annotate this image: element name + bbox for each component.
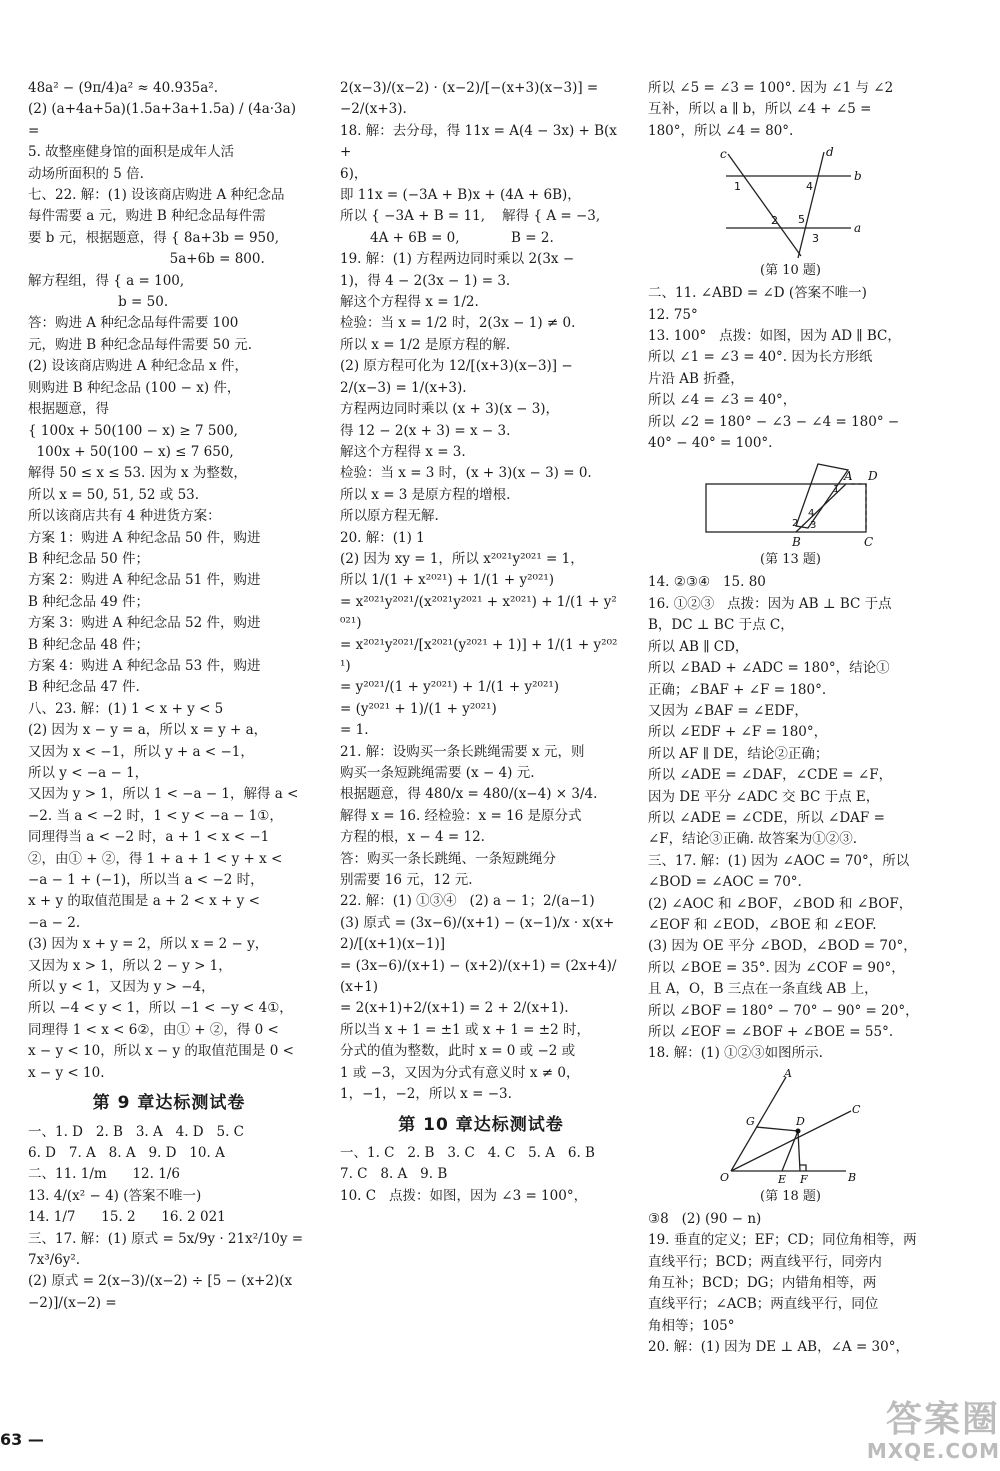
answer-line: 要 b 元，根据题意，得 { 8a+3b = 950, [28,229,280,246]
figure-10 [648,146,933,281]
answer-line: 答：购买一条长跳绳、一条短跳绳分 [340,850,556,867]
answer-line: 方案 1：购进 A 种纪念品 50 件，购进 [28,529,261,546]
answer-line: 直线平行；BCD；两直线平行，同旁内 [648,1253,882,1270]
answer-line: 100x + 50(100 − x) ≤ 7 650, [28,443,234,460]
answer-line: 19. 垂直的定义；EF；CD；同位角相等，两 [648,1232,917,1249]
answer-line: 元，购进 B 种纪念品每件需要 50 元. [28,336,253,353]
fig10-angle: 2 [770,214,778,228]
answer-line: 20. 解：(1) 因为 DE ⊥ AB，∠A = 30°， [648,1339,909,1356]
fig10-label: d [825,146,834,160]
answer-line: (2) ∠AOC 和 ∠BOF，∠BOD 和 ∠BOF， [648,895,913,912]
right-answer-lines-d [648,1209,933,1359]
answer-line: { 100x + 50(100 − x) ≥ 7 500, [28,422,238,439]
chapter9-answer-lines [28,1122,310,1315]
fig10-angle: 4 [805,180,813,194]
answer-line: 所以当 x + 1 = ±1 或 x + 1 = ±2 时， [340,1021,590,1038]
answer-line: ②，由① + ②，得 1 + a + 1 < y + x < [28,850,283,867]
answer-line: 180°，所以 ∠4 = 80°. [648,122,794,139]
fig18-label: C [851,1102,860,1116]
answer-line: x − y < 10，所以 x − y 的取值范围是 0 < [28,1043,294,1060]
answer-line: 又因为 ∠BAF = ∠EDF， [648,702,808,719]
answer-line: 片沿 AB 折叠， [648,370,744,387]
fig18-label: A [783,1068,792,1080]
paper-rect [706,484,866,532]
answer-line: = 1. [340,722,369,739]
answer-line: 所以原方程无解. [340,508,439,525]
answer-line: B 种纪念品 48 件； [28,636,149,653]
answer-line: (2) 原方程可化为 12/[(x+3)(x−3)] − [340,358,573,375]
answer-line: 则购进 B 种纪念品 (100 − x) 件， [28,379,241,396]
answer-line: 所以 ∠5 = ∠3 = 100°. 因为 ∠1 与 ∠2 [648,80,894,96]
answer-line: B 种纪念品 47 件. [28,679,140,696]
answer-line: 1 或 −3，又因为分式有意义时 x ≠ 0， [340,1064,580,1081]
answer-line: 又因为 y > 1，所以 1 < −a − 1，解得 a < [28,786,299,803]
answer-line: = x²⁰²¹y²⁰²¹/[x²⁰²¹(y²⁰²¹ + 1)] + 1/(1 + y²⁰²¹) [340,636,618,674]
answer-line: 48a² − (9π/4)a² ≈ 40.935a². [28,80,219,96]
answer-line: 又因为 x > 1，所以 2 − y > 1， [28,957,232,974]
answer-line: 19. 解：(1) 方程两边同时乘以 2(3x − [340,251,575,268]
answer-line: 解方程组，得 { a = 100, [28,272,185,289]
fig18-label: G [745,1114,755,1128]
answer-line: 解得 50 ≤ x ≤ 53. 因为 x 为整数， [28,465,247,482]
answer-line: 三、17. 解：(1) 原式 = 5x/9y · 21x²/10y = 7x³/6y². [28,1230,308,1268]
line-c [728,154,801,256]
answer-line: 同理得 1 < x < 6②，由① + ②，得 0 < [28,1021,279,1038]
chapter10-title: 第 10 章达标测试卷 [398,1114,564,1135]
answer-line: 即 11x = (−3A + B)x + (4A + 6B)， [340,187,581,204]
fig18-label: F [799,1172,808,1186]
folded-flap [796,464,848,528]
answer-line: 八、23. 解：(1) 1 < x + y < 5 [28,700,224,717]
fig18-label: D [795,1114,805,1128]
answer-line: 根据题意，得 [28,401,109,418]
answer-line: 方程两边同时乘以 (x + 3)(x − 3)， [340,401,560,418]
answer-line: 因为 DE 平分 ∠ADC 交 BC 于点 E， [648,788,880,805]
fig18-label: E [777,1172,786,1186]
answer-line: −a − 1 + (−1)，所以当 a < −2 时， [28,872,264,889]
answer-line: 6. D 7. A 8. A 9. D 10. A [28,1144,225,1161]
answer-line: 正确；∠BAF + ∠F = 180°. [648,681,827,698]
answer-line: 13. 4/(x² − 4) (答案不唯一) [28,1187,202,1204]
answer-line: = 2(x+1)+2/(x+1) = 2 + 2/(x+1). [340,1000,569,1017]
answer-line: 别需要 16 元，12 元. [340,872,473,889]
answer-line: 一、1. C 2. B 3. C 4. C 5. A 6. B [340,1144,595,1161]
figure-10-caption: (第 10 题) [760,263,821,279]
answer-line: 所以 { −3A + B = 11, 解得 { A = −3, [340,208,601,225]
answer-line: ∠BOD = ∠AOC = 70°. [648,874,802,891]
answer-line: (2) (a+4a+5a)(1.5a+3a+1.5a) / (4a·3a) = [28,101,301,139]
right-answer-lines-b [648,283,933,454]
answer-line: 且 A，O，B 三点在一条直线 AB 上， [648,981,878,998]
answer-line: 七、22. 解：(1) 设该商店购进 A 种纪念品 [28,187,285,204]
answer-line: 每件需要 a 元，购进 B 种纪念品每件需 [28,208,266,225]
answer-line: 直线平行；∠ACB；两直线平行，同位 [648,1296,879,1313]
answer-line: 方案 2：购进 A 种纪念品 51 件，购进 [28,572,261,589]
answer-line: 所以 AB ∥ CD， [648,638,749,655]
figure-18-diagram [716,1069,866,1187]
answer-line: 16. ①②③ 点拨：因为 AB ⊥ BC 于点 [648,595,892,612]
answer-line: 所以 ∠BOF = 180° − 70° − 90° = 20°， [648,1002,919,1019]
answer-line: 方程的根，x − 4 = 12. [340,829,485,846]
segment-DG [756,1127,798,1131]
answer-line: 同理得当 a < −2 时，a + 1 < x < −1 [28,829,270,846]
fig13-angle: 1 [832,484,839,496]
answer-line: 所以 ∠ADE = ∠DAF，∠CDE = ∠F， [648,767,893,784]
fig13-angle: 2 [791,518,798,530]
answer-line: 一、1. D 2. B 3. A 4. D 5. C [28,1123,244,1140]
answer-line: = (3x−6)/(x+1) − (x+2)/(x+1) = (2x+4)/(x+1) [340,957,617,996]
answer-line: ∠EOF 和 ∠EOD，∠BOE 和 ∠EOF. [648,916,877,933]
middle-column [340,78,622,1207]
segment-DE [782,1131,798,1171]
answer-line: 解得 x = 16. 经检验：x = 16 是原分式 [340,807,582,824]
answer-line: 7. C 8. A 9. B [340,1166,448,1183]
watermark-text: 答案圈 [885,1399,1000,1440]
answer-line: x + y 的取值范围是 a + 2 < x + y < [28,893,260,910]
chapter10-answer-lines [340,1143,622,1207]
left-answer-lines [28,78,310,1084]
left-column [28,78,310,1314]
answer-line: = x²⁰²¹y²⁰²¹/(x²⁰²¹y²⁰²¹ + x²⁰²¹) + 1/(1 + y²⁰²¹) [340,593,617,632]
answer-line: 所以 ∠2 = 180° − ∠3 − ∠4 = 180° − [648,413,900,430]
figure-10-diagram [716,146,866,261]
answer-line: (2) 设该商店购进 A 种纪念品 x 件， [28,358,248,375]
fig13-label: D [867,469,878,484]
answer-line: 得 12 − 2(x + 3) = x − 3. [340,422,511,439]
answer-line: 所以该商店共有 4 种进货方案： [28,508,221,525]
answer-line: B，DC ⊥ BC 于点 C， [648,617,794,634]
answer-line: 1)，得 4 − 2(3x − 1) = 3. [340,272,511,289]
answer-line: B 种纪念品 49 件； [28,593,149,610]
answer-line: (3) 因为 OE 平分 ∠BOD，∠BOD = 70°， [648,938,917,955]
answer-line: 解这个方程得 x = 3. [340,443,466,460]
answer-line: 购买一条短跳绳需要 (x − 4) 元. [340,765,535,781]
figure-13-caption: (第 13 题) [760,552,821,568]
answer-line: 二、11. 1/m 12. 1/6 [28,1166,180,1183]
answer-line: 答：购进 A 种纪念品每件需要 100 [28,315,239,332]
answer-line: 三、17. 解：(1) 因为 ∠AOC = 70°，所以 [648,852,910,869]
answer-line: ③8 (2) (90 − n) [648,1210,762,1227]
answer-line: 分式的值为整数，此时 x = 0 或 −2 或 [340,1043,576,1060]
figure-18-caption: (第 18 题) [760,1188,821,1204]
right-answer-lines-a [648,78,933,142]
fig13-angle: 4 [807,508,814,520]
fig10-angle: 5 [797,213,805,227]
answer-line: 1，−1，−2，所以 x = −3. [340,1086,512,1103]
dashed-edge [851,484,866,532]
answer-line: 20. 解：(1) 1 [340,529,425,546]
fig13-label: A [843,469,853,484]
answer-line: 所以 ∠BOE = 35°. 因为 ∠COF = 90°， [648,959,905,976]
right-angle-F [800,1165,806,1171]
figure-13-diagram [696,458,886,550]
answer-line: 所以 y < 1，又因为 y > −4， [28,979,215,996]
answer-line: 2(x−3)/(x−2) · (x−2)/[−(x+3)(x−3)] = −2/(x+3). [340,80,603,118]
fig10-angle: 1 [733,180,741,194]
answer-line: (3) 原式 = (3x−6)/(x+1) − (x−1)/x · x(x+2)/[(x+1)(x−1)] [340,914,615,953]
fig10-angle: 3 [811,232,819,246]
watermark [790,1400,1000,1462]
answer-line: (3) 因为 x + y = 2，所以 x = 2 − y， [28,936,269,953]
answer-line: 14. ②③④ 15. 80 [648,574,766,591]
answer-line: 解这个方程得 x = 1/2. [340,294,479,311]
answer-line: b = 50. [28,294,169,311]
answer-line: 5a+6b = 800. [28,251,265,268]
answer-line: x − y < 10. [28,1064,105,1081]
answer-line: 又因为 x < −1，所以 y + a < −1， [28,743,254,760]
fig18-label: B [847,1170,856,1184]
answer-line: 10. C 点拨：如图，因为 ∠3 = 100°， [340,1187,588,1204]
answer-line: 所以 ∠EOF = ∠BOF + ∠BOE = 55°. [648,1024,894,1040]
answer-line: 2/(x−3) = 1/(x+3). [340,379,467,396]
answer-line: 所以 ∠ADE = ∠CDE，所以 ∠DAF = [648,809,885,826]
figure-18 [648,1069,933,1207]
answer-line: 21. 解：设购买一条长跳绳需要 x 元，则 [340,743,585,760]
answer-line: −a − 2. [28,914,81,931]
answer-line: 所以 x = 1/2 是原方程的解. [340,336,511,353]
page-number: 63 — [0,1430,44,1449]
fig13-label: B [791,535,801,550]
answer-line: 所以 ∠1 = ∠3 = 40°. 因为长方形纸 [648,349,873,366]
answer-line: 所以 ∠4 = ∠3 = 40°， [648,392,797,409]
answer-line: 角互补；BCD；DG；内错角相等，两 [648,1275,877,1292]
figure-13 [648,458,933,570]
fig18-label: O [719,1170,729,1184]
answer-line: 12. 75° [648,306,698,323]
right-column [648,78,933,1359]
answer-line: 所以 ∠EDF + ∠F = 180°， [648,724,828,741]
answer-line: 方案 4：购进 A 种纪念品 53 件，购进 [28,657,261,674]
answer-line: 所以 x = 50, 51, 52 或 53. [28,486,200,503]
answer-line: = y²⁰²¹/(1 + y²⁰²¹) + 1/(1 + y²⁰²¹) [340,679,560,696]
fig10-label: c [719,147,727,162]
answer-line: 4A + 6B = 0, B = 2. [340,229,554,246]
fig13-angle: 3 [809,520,816,532]
answer-line: 所以 y < −a − 1， [28,765,149,781]
answer-line: (2) 因为 xy = 1，所以 x²⁰²¹y²⁰²¹ = 1， [340,550,584,567]
answer-line: 检验：当 x = 1/2 时，2(3x − 1) ≠ 0. [340,315,576,332]
fig13-label: C [863,535,873,550]
answer-line: B 种纪念品 50 件； [28,550,149,567]
answer-line: 根据题意，得 480/x = 480/(x−4) × 3/4. [340,786,598,803]
answer-line: 5. 故整座健身馆的面积是成年人活 [28,144,235,161]
middle-answer-lines [340,78,622,1106]
answer-line: 二、11. ∠ABD = ∠D (答案不唯一) [648,285,867,302]
answer-line: 13. 100° 点拨：如图，因为 AD ∥ BC， [648,328,901,345]
answer-line: 角相等；105° [648,1317,735,1334]
fig10-label: b [853,169,862,184]
point-D [795,1128,800,1133]
answer-line: 所以 ∠BAD + ∠ADC = 180°，结论① [648,660,890,677]
answer-line: ∠F，结论③正确. 故答案为①②③. [648,831,858,848]
answer-line: 互补，所以 a ∥ b，所以 ∠4 + ∠5 = [648,101,872,118]
answer-line: 6)， [340,165,368,182]
answer-line: 14. 1/7 15. 2 16. 2 021 [28,1209,226,1226]
answer-line: 40° − 40° = 100°. [648,435,773,452]
right-answer-lines-c [648,572,933,1064]
answer-line: 所以 −4 < y < 1，所以 −1 < −y < 4①， [28,1000,293,1017]
answer-line: (2) 因为 x − y = a，所以 x = y + a， [28,722,268,739]
answer-line: 所以 x = 3 是原方程的增根. [340,486,511,503]
chapter9-title: 第 9 章达标测试卷 [92,1093,246,1114]
answer-line: = (y²⁰²¹ + 1)/(1 + y²⁰²¹) [340,700,497,717]
answer-line: 动场所面积的 5 倍. [28,165,144,182]
answer-line: (2) 原式 = 2(x−3)/(x−2) ÷ [5 − (x+2)(x−2)]/(x−2) = [28,1273,293,1311]
watermark-url: MXQE.COM [866,1439,1000,1463]
answer-line: 方案 3：购进 A 种纪念品 52 件，购进 [28,615,261,632]
answer-line: 18. 解：(1) ①②③如图所示. [648,1045,823,1062]
fig10-label: a [853,221,861,236]
answer-line: 22. 解：(1) ①③④ (2) a − 1；2/(a−1) [340,893,595,910]
answer-line: 检验：当 x = 3 时，(x + 3)(x − 3) = 0. [340,465,592,482]
answer-line: 所以 1/(1 + x²⁰²¹) + 1/(1 + y²⁰²¹) [340,572,555,589]
answer-line: 18. 解：去分母，得 11x = A(4 − 3x) + B(x + [340,122,622,161]
line-d [798,152,824,258]
answer-line: 所以 AF ∥ DE，结论②正确； [648,745,829,762]
answer-line: −2. 当 a < −2 时，1 < y < −a − 1①， [28,807,283,824]
